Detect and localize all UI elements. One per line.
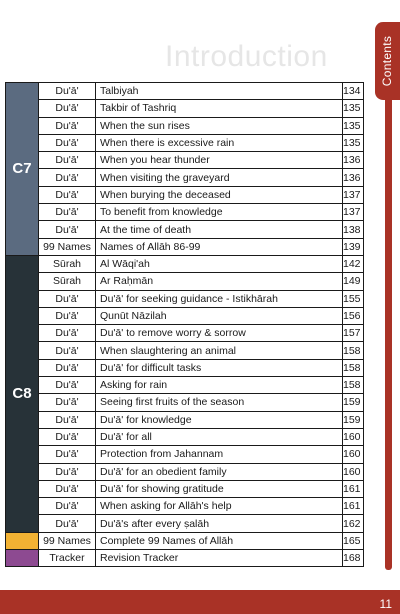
- row-page: 135: [343, 117, 364, 134]
- contents-row[interactable]: [6, 359, 364, 376]
- row-title: When visiting the graveyard: [96, 169, 343, 186]
- contents-row[interactable]: [6, 186, 364, 203]
- row-category: Du'ā': [39, 377, 96, 394]
- contents-tab-label: Contents: [380, 35, 395, 87]
- contents-row[interactable]: [6, 152, 364, 169]
- row-category: Du'ā': [39, 463, 96, 480]
- row-title: When you hear thunder: [96, 152, 343, 169]
- row-category: Du'ā': [39, 83, 96, 100]
- contents-tab[interactable]: [375, 22, 400, 100]
- row-page: 138: [343, 221, 364, 238]
- contents-row[interactable]: [6, 446, 364, 463]
- row-title: Du'ā' for showing gratitude: [96, 480, 343, 497]
- row-title: Talbiyah: [96, 83, 343, 100]
- contents-row[interactable]: [6, 411, 364, 428]
- contents-row[interactable]: [6, 480, 364, 497]
- contents-row[interactable]: [6, 117, 364, 134]
- row-title: Du'ā' for difficult tasks: [96, 359, 343, 376]
- row-title: When slaughtering an animal: [96, 342, 343, 359]
- row-title: Du'ā' for knowledge: [96, 411, 343, 428]
- row-page: 160: [343, 428, 364, 445]
- row-title: Names of Allāh 86-99: [96, 238, 343, 255]
- row-page: 142: [343, 255, 364, 272]
- row-page: 155: [343, 290, 364, 307]
- contents-row[interactable]: [6, 255, 364, 272]
- row-page: 158: [343, 342, 364, 359]
- row-title: Al Wāqi'ah: [96, 255, 343, 272]
- row-category: Du'ā': [39, 446, 96, 463]
- row-category: Du'ā': [39, 134, 96, 151]
- row-title: Takbir of Tashriq: [96, 100, 343, 117]
- row-page: 158: [343, 359, 364, 376]
- row-page: 134: [343, 83, 364, 100]
- row-title: Seeing first fruits of the season: [96, 394, 343, 411]
- row-page: 159: [343, 394, 364, 411]
- contents-row[interactable]: [6, 394, 364, 411]
- row-title: When burying the deceased: [96, 186, 343, 203]
- row-page: 158: [343, 377, 364, 394]
- contents-row[interactable]: [6, 428, 364, 445]
- row-category: Du'ā': [39, 359, 96, 376]
- row-title: When the sun rises: [96, 117, 343, 134]
- row-page: 135: [343, 100, 364, 117]
- bottom-accent-bar: [0, 590, 400, 614]
- row-title: Qunūt Nāzilah: [96, 307, 343, 324]
- row-category: 99 Names: [39, 238, 96, 255]
- row-category: Du'ā': [39, 307, 96, 324]
- contents-row[interactable]: [6, 100, 364, 117]
- row-page: 136: [343, 169, 364, 186]
- row-page: 162: [343, 515, 364, 532]
- row-category: Du'ā': [39, 480, 96, 497]
- row-page: 168: [343, 550, 364, 567]
- row-category: Du'ā': [39, 100, 96, 117]
- contents-row[interactable]: [6, 83, 364, 100]
- contents-table: [5, 82, 364, 567]
- row-title: When there is excessive rain: [96, 134, 343, 151]
- contents-row[interactable]: [6, 532, 364, 549]
- row-category: 99 Names: [39, 532, 96, 549]
- contents-row[interactable]: [6, 498, 364, 515]
- contents-row[interactable]: [6, 342, 364, 359]
- row-title: Du'ā' for an obedient family: [96, 463, 343, 480]
- row-page: 149: [343, 273, 364, 290]
- row-title: Revision Tracker: [96, 550, 343, 567]
- row-page: 161: [343, 480, 364, 497]
- row-title: Du'ā' for seeking guidance - Istikhārah: [96, 290, 343, 307]
- contents-row[interactable]: [6, 325, 364, 342]
- row-category: Du'ā': [39, 411, 96, 428]
- contents-row[interactable]: [6, 290, 364, 307]
- section-marker: [6, 550, 39, 567]
- row-category: Du'ā': [39, 204, 96, 221]
- background-heading: Introduction: [165, 40, 328, 73]
- row-title: At the time of death: [96, 221, 343, 238]
- row-category: Du'ā': [39, 169, 96, 186]
- contents-row[interactable]: [6, 377, 364, 394]
- row-category: Du'ā': [39, 428, 96, 445]
- contents-row[interactable]: [6, 221, 364, 238]
- row-category: Tracker: [39, 550, 96, 567]
- row-title: Protection from Jahannam: [96, 446, 343, 463]
- contents-row[interactable]: [6, 204, 364, 221]
- row-category: Du'ā': [39, 515, 96, 532]
- row-title: Asking for rain: [96, 377, 343, 394]
- section-marker: [6, 532, 39, 549]
- row-page: 156: [343, 307, 364, 324]
- row-title: When asking for Allāh's help: [96, 498, 343, 515]
- row-category: Sūrah: [39, 255, 96, 272]
- row-page: 137: [343, 204, 364, 221]
- page-number: 11: [379, 597, 392, 611]
- contents-row[interactable]: [6, 550, 364, 567]
- row-page: 161: [343, 498, 364, 515]
- row-category: Du'ā': [39, 342, 96, 359]
- row-category: Sūrah: [39, 273, 96, 290]
- row-category: Du'ā': [39, 221, 96, 238]
- contents-row[interactable]: [6, 134, 364, 151]
- row-page: 139: [343, 238, 364, 255]
- row-title: Ar Raḥmān: [96, 273, 343, 290]
- contents-row[interactable]: [6, 463, 364, 480]
- row-page: 135: [343, 134, 364, 151]
- contents-row[interactable]: [6, 238, 364, 255]
- row-title: Du'ā' to remove worry & sorrow: [96, 325, 343, 342]
- row-category: Du'ā': [39, 325, 96, 342]
- row-page: 137: [343, 186, 364, 203]
- row-title: Complete 99 Names of Allāh: [96, 532, 343, 549]
- contents-row[interactable]: [6, 169, 364, 186]
- row-page: 159: [343, 411, 364, 428]
- contents-row[interactable]: [6, 515, 364, 532]
- row-category: Du'ā': [39, 290, 96, 307]
- row-title: To benefit from knowledge: [96, 204, 343, 221]
- contents-row[interactable]: [6, 307, 364, 324]
- side-accent-stripe: [385, 100, 392, 570]
- row-category: Du'ā': [39, 117, 96, 134]
- row-page: 136: [343, 152, 364, 169]
- contents-row[interactable]: [6, 273, 364, 290]
- contents-table-body: [6, 83, 364, 567]
- row-title: Du'ā' for all: [96, 428, 343, 445]
- row-category: Du'ā': [39, 394, 96, 411]
- row-page: 160: [343, 446, 364, 463]
- row-category: Du'ā': [39, 152, 96, 169]
- row-page: 160: [343, 463, 364, 480]
- row-page: 157: [343, 325, 364, 342]
- row-page: 165: [343, 532, 364, 549]
- row-category: Du'ā': [39, 498, 96, 515]
- row-title: Du'ā's after every ṣalāh: [96, 515, 343, 532]
- section-marker: C7: [6, 83, 39, 256]
- row-category: Du'ā': [39, 186, 96, 203]
- section-marker: C8: [6, 255, 39, 532]
